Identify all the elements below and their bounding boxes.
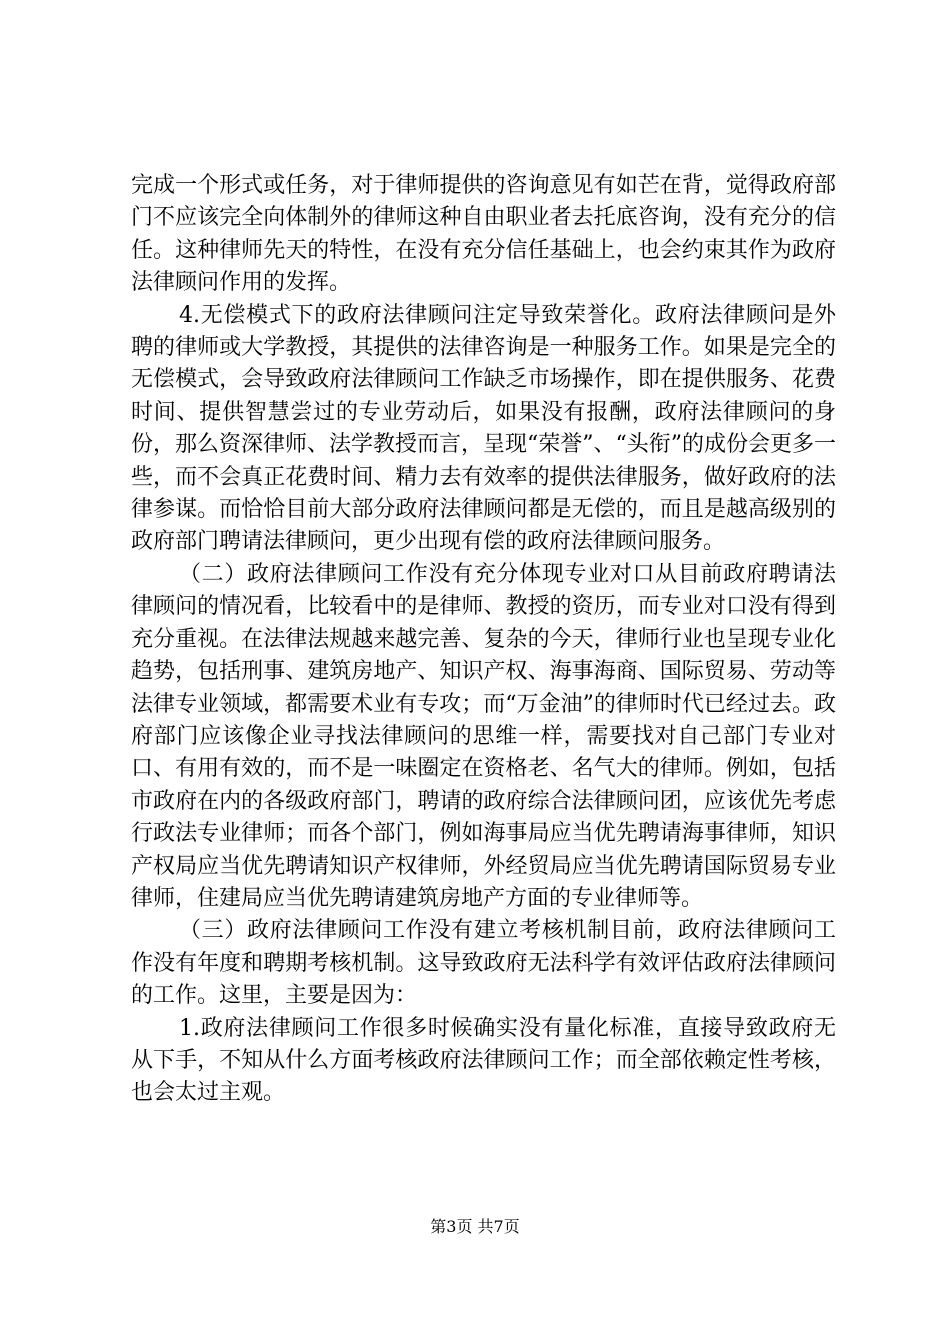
document-body [131, 170, 836, 1110]
paragraph-continuation: 完成一个形式或任务，对于律师提供的咨询意见有如芒在背，觉得政府部门不应该完全向体制外的律师这种自由职业者去托底咨询，没有充分的信任。这种律师先天的特性，在没有充分信任基础上，也会约束其作为政府法律顾问作用的发挥。 [131, 173, 836, 296]
paragraph-point-4: 4.无偿模式下的政府法律顾问注定导致荣誉化。政府法律顾问是外聘的律师或大学教授，其提供的法律咨询是一种服务工作。如果是完全的无偿模式，会导致政府法律顾问工作缺乏市场操作，即在提供服务、花费时间、提供智慧尝过的专业劳动后，如果没有报酬，政府法律顾问的身份，那么资深律师、法学教授而言，呈现“荣誉”、“头衔”的成份会更多一些，而不会真正花费时间、精力去有效率的提供法律服务，做好政府的法律参谋。而恰恰目前大部分政府法律顾问都是无偿的，而且是越高级别的政府部门聘请法律顾问，更少出现有偿的政府法律顾问服务。 [131, 302, 836, 555]
paragraph-section-3: （三）政府法律顾问工作没有建立考核机制目前，政府法律顾问工作没有年度和聘期考核机制。这导致政府无法科学有效评估政府法律顾问的工作。这里，主要是因为： [131, 918, 836, 1009]
paragraph-section-2: （二）政府法律顾问工作没有充分体现专业对口从目前政府聘请法律顾问的情况看，比较看中的是律师、教授的资历，而专业对口没有得到充分重视。在法律法规越来越完善、复杂的今天，律师行业也呈现专业化趋势，包括刑事、建筑房地产、知识产权、海事海商、国际贸易、劳动等法律专业领域，都需要术业有专攻；而“万金油”的律师时代已经过去。政府部门应该像企业寻找法律顾问的思维一样，需要找对自己部门专业对口、有用有效的，而不是一味圈定在资格老、名气大的律师。例如，包括市政府在内的各级政府部门，聘请的政府综合法律顾问团，应该优先考虑行政法专业律师；而各个部门，例如海事局应当优先聘请海事律师，知识产权局应当优先聘请知识产权律师，外经贸局应当优先聘请国际贸易专业律师，住建局应当优先聘请建筑房地产方面的专业律师等。 [131, 561, 836, 911]
page-footer: 第3页 共7页 [430, 1217, 520, 1236]
paragraph-point-1: 1.政府法律顾问工作很多时候确实没有量化标准，直接导致政府无从下手，不知从什么方面考核政府法律顾问工作；而全部依赖定性考核，也会太过主观。 [131, 1015, 836, 1106]
